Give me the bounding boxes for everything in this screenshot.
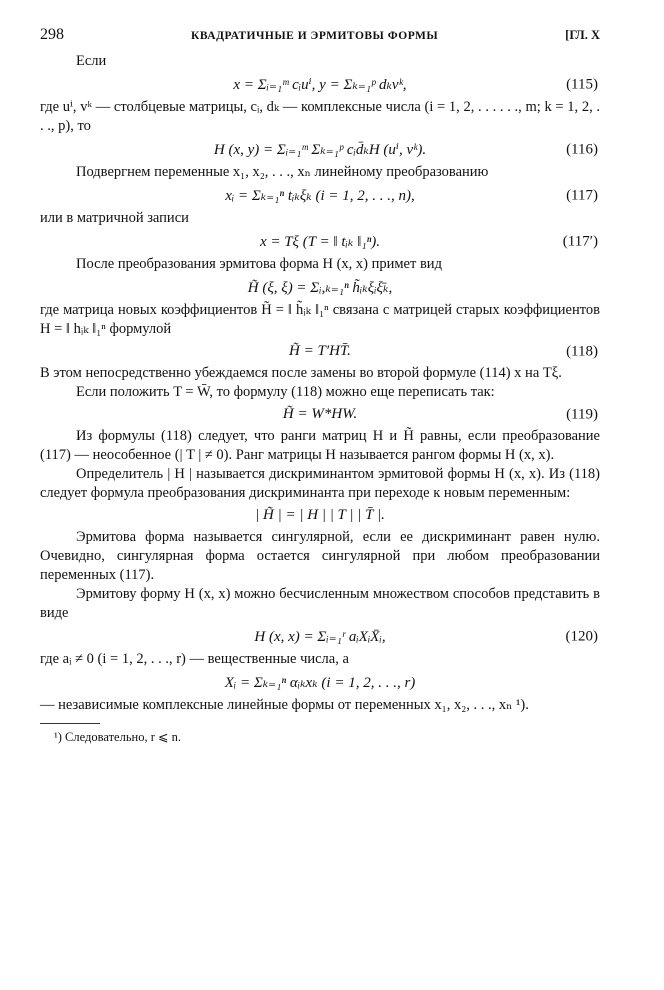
paragraph: Если положить T = W̄, то формулу (118) можно еще переписать так: — [76, 384, 495, 400]
page-number: 298 — [40, 26, 64, 43]
equation-number: (115) — [566, 76, 598, 92]
paragraph: — независимые комплексные линейные формы от переменных x₁, x₂, . . ., xₙ ¹). — [40, 697, 529, 713]
paragraph: Подвергнем переменные x₁, x₂, . . ., xₙ линейному преобразованию — [76, 164, 489, 180]
equation-number: (117) — [566, 187, 598, 203]
equation — [40, 75, 600, 94]
footnote: ¹) Следовательно, r ⩽ n. — [54, 730, 181, 744]
equation-body: xᵢ = Σₖ₌₁ⁿ tᵢₖξₖ (i = 1, 2, . . ., n), — [225, 188, 415, 204]
equation-number: (117′) — [562, 233, 598, 249]
equation — [40, 343, 600, 360]
equation-body: x = Σᵢ₌₁ᵐ cᵢuⁱ, y = Σₖ₌₁ᵖ dₖvᵏ, — [233, 77, 407, 93]
paragraph: Эрмитову форму H (x, x) можно бесчисленным множеством способов представить в виде — [40, 586, 600, 621]
equation-body: x = Tξ (T = ‖ tᵢₖ ‖₁ⁿ). — [259, 234, 381, 250]
equation-body: H̃ = W*HW. — [282, 406, 358, 422]
equation — [40, 186, 600, 205]
equation — [40, 140, 600, 159]
paragraph: Эрмитова форма называется сингулярной, если ее дискриминант равен нулю. Очевидно, сингулярная форма остается сингулярной при любом преобразовании переменных (117). — [40, 529, 600, 583]
equation — [40, 406, 600, 423]
equation — [40, 232, 600, 251]
paragraph: После преобразования эрмитова форма H (x, x) примет вид — [76, 256, 442, 272]
equation — [40, 278, 600, 297]
running-header — [40, 26, 600, 52]
equation-body: H̃ = T′HT̄. — [289, 343, 351, 359]
equation-number: (120) — [565, 628, 598, 644]
page-body — [40, 52, 600, 715]
footnote-divider — [40, 723, 100, 724]
paragraph: Определитель | H | называется дискриминантом эрмитовой формы H (x, x). Из (118) следует формула преобразования дискриминанта при переходе к новым переменным: — [40, 466, 600, 501]
equation-number: (116) — [566, 141, 598, 157]
paragraph: где матрица новых коэффициентов H̃ = ‖ h̃ᵢₖ ‖₁ⁿ связана с матрицей старых коэффициентов H = ‖ hᵢₖ ‖₁ⁿ формулой — [40, 302, 600, 337]
equation — [40, 507, 600, 524]
paragraph: В этом непосредственно убеждаемся после замены во второй формуле (114) x на Tξ. — [40, 365, 562, 381]
paragraph: Если — [76, 53, 107, 69]
equation-body: H (x, x) = Σᵢ₌₁ʳ aᵢXᵢX̄ᵢ, — [254, 629, 386, 645]
paragraph: или в матричной записи — [40, 210, 189, 226]
equation — [40, 673, 600, 692]
equation-body: H̃ (ξ, ξ) = Σᵢ,ₖ₌₁ⁿ h̃ᵢₖξᵢξ̄ₖ, — [247, 280, 393, 296]
equation-number: (118) — [566, 343, 598, 359]
paragraph: Из формулы (118) следует, что ранги матриц H и H̃ равны, если преобразование (117) — неособенное (| T | ≠ 0). Ранг матрицы H называется рангом формы H (x, x). — [40, 428, 600, 463]
paragraph: где aᵢ ≠ 0 (i = 1, 2, . . ., r) — вещественные числа, а — [40, 651, 349, 667]
paragraph: где uⁱ, vᵏ — столбцевые матрицы, cᵢ, dₖ — комплексные числа (i = 1, 2, . . . . . ., m; k = 1, 2, . . ., p), то — [40, 99, 600, 134]
page — [40, 26, 600, 747]
running-title: КВАДРАТИЧНЫЕ И ЭРМИТОВЫ ФОРМЫ — [191, 30, 439, 42]
equation-body: H (x, y) = Σᵢ₌₁ᵐ Σₖ₌₁ᵖ cᵢd̄ₖH (uⁱ, vᵏ). — [213, 142, 427, 158]
equation-body: | H̃ | = | H | | T | | T̄ |. — [255, 507, 385, 523]
equation-number: (119) — [566, 406, 598, 422]
chapter-label: [ГЛ. X — [565, 28, 600, 42]
equation-body: Xᵢ = Σₖ₌₁ⁿ αᵢₖxₖ (i = 1, 2, . . ., r) — [224, 675, 416, 691]
equation — [40, 627, 600, 646]
